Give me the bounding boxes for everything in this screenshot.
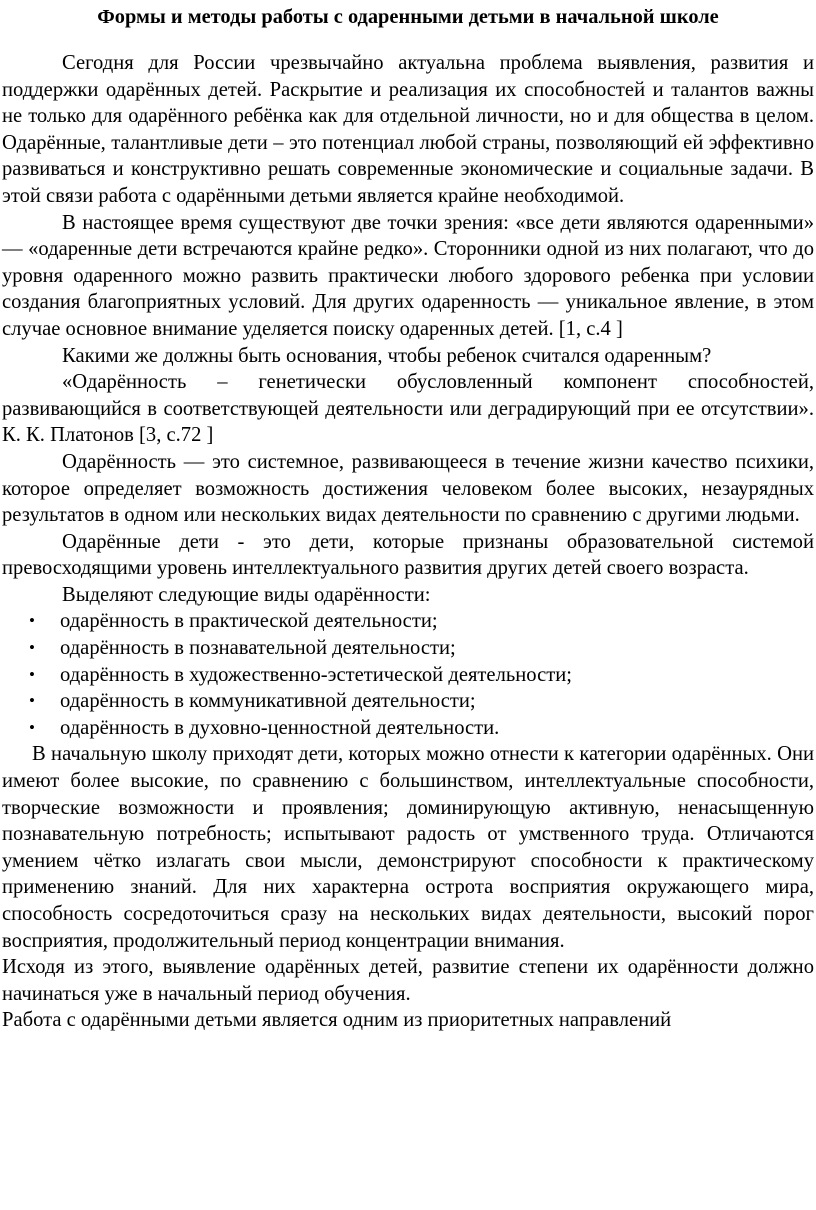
paragraph-question: Какими же должны быть основания, чтобы ребенок считался одаренным?	[62, 344, 712, 367]
list-item-text: одарённость в коммуникативной деятельности;	[60, 690, 476, 713]
paragraph-gifted-children-definition: Одарённые дети - это дети, которые признаны образовательной системой превосходящими уровень интеллектуального развития других детей своего возраста.	[2, 530, 814, 580]
list-item-text: одарённость в духовно-ценностной деятельности.	[60, 716, 500, 739]
paragraph-intro: Сегодня для России чрезвычайно актуальна проблема выявления, развития и поддержки одарённых детей. Раскрытие и реализация их способностей и талантов важны не только для одарённого ребёнка как для отдельной личности, но и для общества в целом. Одарённые, талантливые дети – это потенциал любой страны, позволяющий ей эффективно развиваться и конструктивно решать современные экономические и социальные задачи. В этой связи работа с одарёнными детьми является крайне необходимой.	[2, 52, 814, 207]
paragraph-conclusion: Исходя из этого, выявление одарённых детей, развитие степени их одарённости должно начинаться уже в начальный период обучения.	[2, 956, 814, 1005]
list-item	[29, 608, 814, 635]
bullet-icon: •	[29, 691, 35, 711]
paragraph-viewpoints: В настоящее время существуют две точки зрения: «все дети являются одаренными» — «одаренные дети встречаются крайне редко». Сторонники одной из них полагают, что до уровня одаренного можно развить практически любого здорового ребенка при условии создания благоприятных условий. Для других одаренность — уникальное явление, в этом случае основное внимание уделяется поиску одаренных детей. [1, с.4 ]	[2, 211, 814, 340]
paragraph-giftedness-definition: Одарённость — это системное, развивающееся в течение жизни качество психики, которое определяет возможность достижения человеком более высоких, незаурядных результатов в одном или нескольких видах деятельности по сравнению с другими людьми.	[2, 450, 814, 527]
bullet-icon: •	[29, 717, 35, 737]
bullet-icon: •	[29, 611, 35, 631]
paragraph-platonov-quote: «Одарённость – генетически обусловленный компонент способностей, развивающийся в соответствующей деятельности или деградирующий при ее отсутствии». К. К. Платонов [3, с.72 ]	[2, 371, 814, 447]
giftedness-kinds-list	[2, 608, 814, 741]
list-item-text: одарённость в практической деятельности;	[60, 610, 438, 633]
list-item-text: одарённость в художественно-эстетической деятельности;	[60, 663, 572, 686]
list-item-text: одарённость в познавательной деятельности;	[60, 637, 456, 660]
bullet-icon: •	[29, 664, 35, 684]
document-title: Формы и методы работы с одаренными детьми в начальной школе	[97, 6, 719, 28]
paragraph-kinds-intro: Выделяют следующие виды одарённости:	[62, 583, 431, 606]
paragraph-primary-school: В начальную школу приходят дети, которых можно отнести к категории одарённых. Они имеют более высокие, по сравнению с большинством, интеллектуальные способности, творческие возможности и проявления; доминирующую активную, ненасыщенную познавательную потребность; испытывают радость от умственного труда. Отличаются умением чётко излагать свои мысли, демонстрируют способности к практическому применению знаний. Для них характерна острота восприятия окружающего мира, способность сосредоточиться сразу на нескольких видах деятельности, высокий порог восприятия, продолжительный период концентрации внимания.	[2, 743, 814, 952]
list-item	[29, 688, 814, 715]
bullet-icon: •	[29, 638, 35, 658]
list-item	[29, 662, 814, 689]
list-item	[29, 715, 814, 742]
list-item	[29, 635, 814, 662]
paragraph-priority: Работа с одарёнными детьми является одним из приоритетных направлений	[2, 1009, 672, 1032]
